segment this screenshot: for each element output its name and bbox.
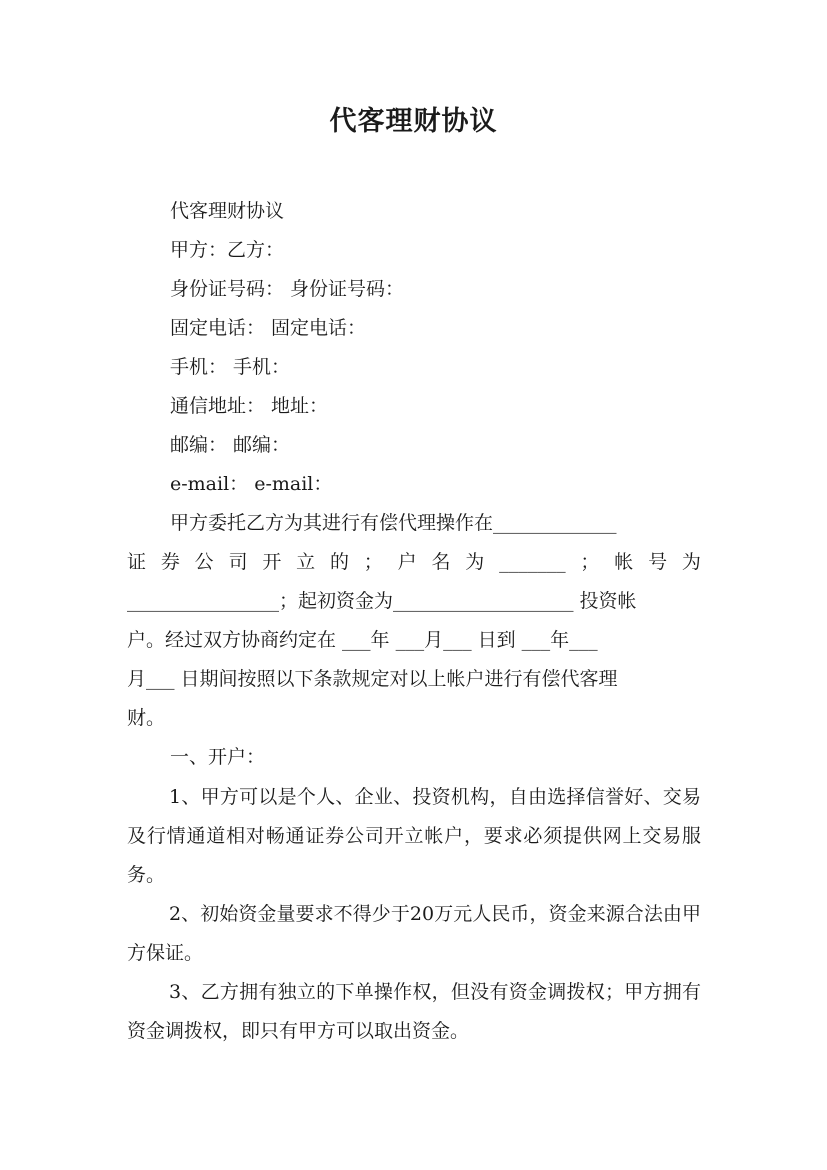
header-line-email: e-mail： e-mail： [170, 473, 333, 495]
header-line-id-number: 身份证号码： 身份证号码： [170, 278, 405, 300]
document-title: 代客理财协议 [329, 106, 498, 137]
intro-line-6: 财。 [127, 707, 166, 729]
header-line-parties: 甲方：乙方： [170, 239, 285, 261]
header-line-address: 通信地址： 地址： [170, 395, 329, 417]
intro-line-2-part: 公 [194, 551, 214, 573]
intro-line-2-part: 帐 [614, 551, 634, 573]
clause-3: 3、乙方拥有独立的下单操作权，但没有资金调拨权；甲方拥有资金调拨权，即只有甲方可以取出资金。 [127, 981, 701, 1042]
intro-line-4: 户。经过双方协商约定在 ___年 ___月___ 日到 ___年___ [127, 629, 598, 651]
intro-line-2-part: 的 [329, 551, 349, 573]
intro-line-2 [127, 549, 701, 575]
header-line-postcode: 邮编： 邮编： [170, 434, 291, 456]
intro-line-2-part: 司 [228, 551, 248, 573]
intro-line-2-part: 为 [681, 551, 701, 573]
intro-line-2-part: 为 [465, 551, 485, 573]
intro-line-2-part: 户 [397, 551, 417, 573]
section-heading-account-opening: 一、开户： [170, 746, 266, 768]
intro-line-2-part: 立 [296, 551, 316, 573]
clause-2: 2、初始资金量要求不得少于20万元人民币，资金来源合法由甲方保证。 [127, 903, 701, 964]
intro-line-2-part: 证 [127, 551, 147, 573]
intro-line-5: 月___ 日期间按照以下条款规定对以上帐户进行有偿代客理 [127, 668, 618, 690]
header-line-landline: 固定电话： 固定电话： [170, 317, 367, 339]
intro-line-2-part: 券 [160, 551, 180, 573]
intro-line-2-part: _______ [499, 551, 566, 573]
intro-line-2-part: 号 [648, 551, 668, 573]
intro-line-1: 甲方委托乙方为其进行有偿代理操作在_____________ [170, 512, 617, 534]
intro-line-2-part: ； [580, 551, 600, 573]
header-line-mobile: 手机： 手机： [170, 356, 291, 378]
clause-1: 1、甲方可以是个人、企业、投资机构，自由选择信誉好、交易及行情通道相对畅通证券公司开立帐户，要求必须提供网上交易服务。 [127, 786, 701, 886]
intro-line-3: ________________；起初资金为___________________ 投资帐 [127, 590, 637, 612]
header-line-title: 代客理财协议 [170, 200, 285, 222]
intro-line-2-part: 开 [262, 551, 282, 573]
intro-line-2-part: 名 [431, 551, 451, 573]
intro-line-2-part: ； [363, 551, 383, 573]
